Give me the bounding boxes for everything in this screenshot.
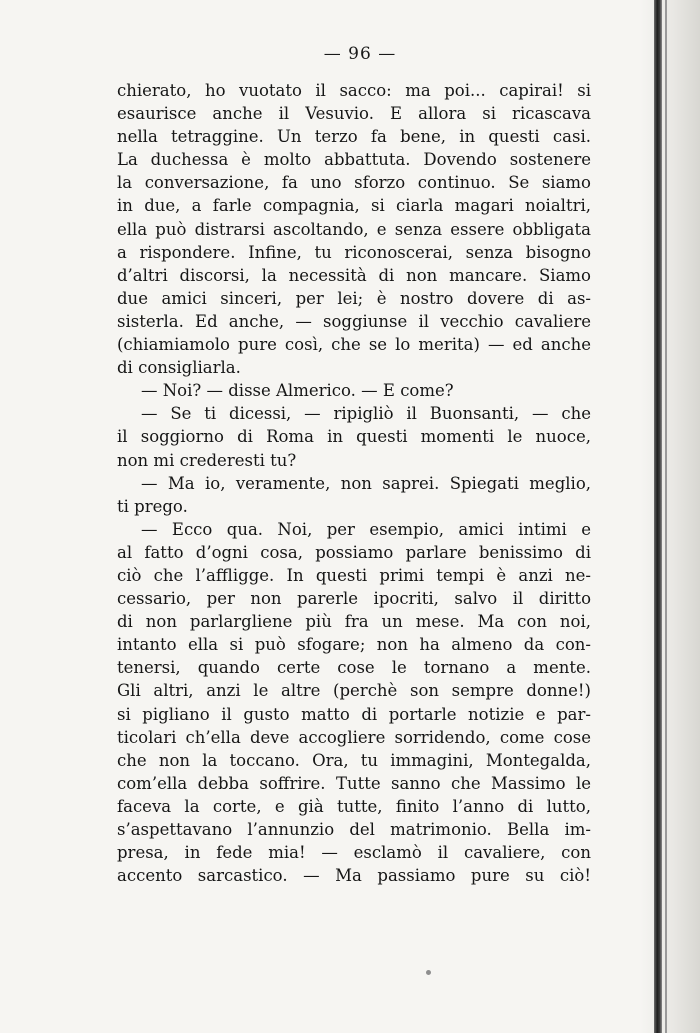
text-line: — Se ti dicessi, — ripigliò il Buonsanti, — che — [141, 404, 591, 424]
text-line: tenersi, quando certe cose le tornano a mente. — [117, 658, 591, 678]
text-line: faceva la corte, e già tutte, finito l’anno di lutto, — [117, 796, 591, 816]
text-line: a rispondere. Infine, tu riconoscerai, senza bisogno — [117, 242, 591, 262]
binding-edge-line — [665, 0, 667, 1033]
text-line: (chiamiamolo pure così, che se lo merita) — ed anche — [117, 335, 591, 355]
text-line: s’aspettavano l’annunzio del matrimonio. Bella im- — [117, 820, 591, 839]
text-line: presa, in fede mia! — esclamò il cavaliere, con — [117, 843, 591, 863]
book-spine-edge — [654, 0, 662, 1033]
text-line: ti prego. — [117, 496, 188, 516]
text-line: — Ecco qua. Noi, per esempio, amici intimi e — [141, 519, 591, 539]
text-line: chierato, ho vuotato il sacco: ma poi... capirai! si — [117, 81, 591, 100]
text-line: — Ma io, veramente, non saprei. Spiegati meglio, — [141, 473, 591, 493]
text-line: accento sarcastico. — Ma passiamo pure su ciò! — [117, 866, 591, 886]
text-line: si pigliano il gusto matto di portarle notizie e par- — [117, 704, 591, 724]
body-text — [117, 79, 591, 887]
text-line: ticolari ch’ella deve accogliere sorridendo, come cose — [117, 727, 591, 747]
text-line: due amici sinceri, per lei; è nostro dovere di as- — [117, 288, 591, 308]
text-line: la conversazione, fa uno sforzo continuo. Se siamo — [117, 173, 591, 193]
text-line: ciò che l’affligge. In questi primi tempi è anzi ne- — [117, 565, 591, 585]
text-line: d’altri discorsi, la necessità di non mancare. Siamo — [117, 265, 591, 285]
text-line: intanto ella si può sfogare; non ha almeno da con- — [117, 635, 591, 655]
text-line: cessario, per non parerle ipocriti, salvo il diritto — [117, 589, 591, 609]
page-number: — 96 — — [323, 44, 397, 64]
text-line: nella tetraggine. Un terzo fa bene, in questi casi. — [117, 127, 591, 147]
text-line: di consigliarla. — [117, 358, 241, 378]
text-line: di non parlargliene più fra un mese. Ma con noi, — [117, 612, 591, 632]
text-line: — Noi? — disse Almerico. — E come? — [141, 381, 454, 401]
text-line: esaurisce anche il Vesuvio. E allora si ricascava — [117, 104, 591, 124]
text-line: al fatto d’ogni cosa, possiamo parlare benissimo di — [117, 542, 591, 562]
paper-speck — [426, 970, 431, 975]
text-line: in due, a farle compagnia, si ciarla magari noialtri, — [117, 196, 591, 216]
text-line: che non la toccano. Ora, tu immagini, Montegalda, — [117, 750, 591, 770]
text-line: La duchessa è molto abbattuta. Dovendo sostenere — [117, 150, 591, 170]
text-line: com’ella debba soffrire. Tutte sanno che Massimo le — [117, 773, 591, 793]
text-line: ella può distrarsi ascoltando, e senza essere obbligata — [117, 219, 591, 239]
text-line: Gli altri, anzi le altre (perchè son sempre donne!) — [117, 681, 591, 701]
text-line: sisterla. Ed anche, — soggiunse il vecchio cavaliere — [117, 311, 591, 331]
text-line: non mi crederesti tu? — [117, 450, 297, 470]
gutter-shadow — [640, 0, 700, 1033]
text-line: il soggiorno di Roma in questi momenti le nuoce, — [117, 427, 591, 447]
